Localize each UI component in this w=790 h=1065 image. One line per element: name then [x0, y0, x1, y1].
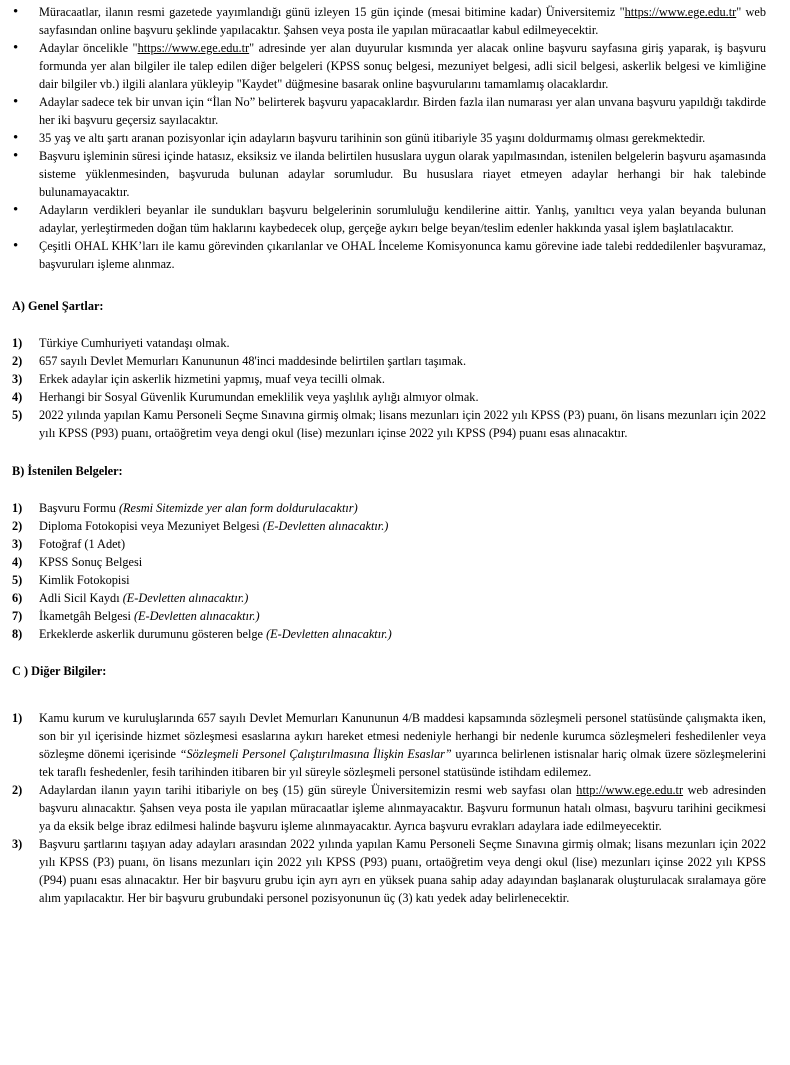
item-number: 1) — [12, 711, 23, 725]
list-item — [12, 553, 766, 571]
list-item — [12, 517, 766, 535]
item-text: web adresinden başvuru alınacaktır. Şahsen veya posta ile yapılan müracaatlar işleme alınmayacaktır. Başvuru formunun hatalı olması, başvuru tarihini gecikmesi ya da eksik belge ibraz edilmesi halinde başvuru işleme alınmayacaktır. Ayrıca başvuru evrakları adaylara iade edilmeyecektir. — [39, 783, 767, 833]
item-number: 5) — [12, 573, 23, 587]
list-item — [12, 388, 766, 406]
intro-bullet-3: • Adaylar sadece tek bir unvan için “İlan No” belirterek başvuru yapacaklardır. Birden fazla ilan numarası yer alan unvana başvuru yapıldığı takdirde her iki başvuru geçersiz sayılacaktır. — [12, 93, 766, 129]
item-note: (E-Devletten alınacaktır.) — [122, 591, 249, 605]
item-number: 4) — [12, 390, 23, 404]
ege-website-link[interactable]: http://www.ege.edu.tr — [576, 783, 684, 797]
required-documents-list — [12, 499, 766, 643]
item-note: (Resmi Sitemizde yer alan form doldurulacaktır) — [118, 501, 358, 515]
item-number: 3) — [12, 537, 23, 551]
item-text: KPSS Sonuç Belgesi — [39, 555, 143, 569]
item-note: (E-Devletten alınacaktır.) — [262, 519, 389, 533]
item-number: 3) — [12, 837, 23, 851]
list-item — [12, 709, 766, 781]
list-item — [12, 625, 766, 643]
bullet-text: Adaylar öncelikle " — [39, 41, 138, 55]
item-text: 2022 yılında yapılan Kamu Personeli Seçme Sınavına girmiş olmak; lisans mezunları için 2022 yılı KPSS (P3) puanı, ön lisans mezunları için 2022 yılı KPSS (P93) puanı, ortaöğretim veya dengi okul (lise) mezunları içinse 2022 yılı KPSS (P94) puanı esas alınacaktır. — [39, 408, 766, 440]
item-text: uyarınca belirlenen istisnalar hariç olmak üzere sözleşmelerini tek taraflı feshedenler, fesih tarihinden itibaren bir yıl süreyle sözleşmeli personel statüsünde istihdam edilemez. — [39, 747, 766, 779]
list-item — [12, 406, 766, 442]
intro-bullet-1 — [12, 3, 766, 39]
item-text: Diploma Fotokopisi veya Mezuniyet Belgesi — [39, 519, 263, 533]
item-text: Başvuru şartlarını taşıyan aday adayları arasından 2022 yılında yapılan Kamu Personeli Seçme Sınavına girmiş olmak; lisans mezunları için 2022 yılı KPSS (P3) puanı, ön lisans mezunları için 2022 yılı KPSS (P93) puanı, ortaöğretim veya dengi okul (lise) mezunları içinse 2022 yılı KPSS (P94) puanı esas alınacaktır. Her bir başvuru grubu için ayrı ayrı en yüksek puana sahip aday adayından başlanarak oluşturulacak sıralamaya göre alım yapılacaktır. Her bir başvuru grubundaki personel pozisyonunun üç (3) katı yedek aday belirlenecektir. — [39, 837, 766, 905]
item-note: (E-Devletten alınacaktır.) — [266, 627, 392, 641]
intro-bullet-6: • Adayların verdikleri beyanlar ile sundukları başvuru belgelerinin sorumluluğu kendilerine aittir. Yanlış, yanıltıcı veya yalan beyanda bulunan adaylar, yerleştirmeden doğan tüm haklarını kaybedecek olup, gerçeğe aykırı belge beyan/teslim edenler hakkında yasal işlem başlatılacaktır. — [12, 201, 766, 237]
item-number: 2) — [12, 354, 23, 368]
intro-bullet-list — [12, 3, 766, 273]
item-number: 7) — [12, 609, 23, 623]
intro-bullet-7: • Çeşitli OHAL KHK’ları ile kamu görevinden çıkarılanlar ve OHAL İnceleme Komisyonunca kamu görevine iade talebi reddedilenler başvuramaz, başvuruları işleme alınmaz. — [12, 237, 766, 273]
intro-bullet-2 — [12, 39, 766, 93]
item-text: Erkek adaylar için askerlik hizmetini yapmış, muaf veya tecilli olmak. — [39, 372, 385, 386]
item-number: 4) — [12, 555, 23, 569]
item-number: 2) — [12, 519, 23, 533]
item-text: Adli Sicil Kaydı — [39, 591, 123, 605]
item-number: 3) — [12, 372, 23, 386]
list-item — [12, 607, 766, 625]
item-text: Kimlik Fotokopisi — [39, 573, 130, 587]
item-text: Başvuru Formu — [39, 501, 119, 515]
other-information-list — [12, 709, 766, 907]
item-note: (E-Devletten alınacaktır.) — [133, 609, 260, 623]
list-item — [12, 781, 766, 835]
list-item — [12, 334, 766, 352]
intro-bullet-5: • Başvuru işleminin süresi içinde hatasız, eksiksiz ve ilanda belirtilen hususlara uygun olarak yapılmasından, istenilen belgelerin başvuru aşamasında sisteme yüklenmesinden, başvuruda bulunan adaylar sorumludur. Bu hususlara riayet etmeyen adaylar herhangi bir hak talebinde bulunamayacaktır. — [12, 147, 766, 201]
list-item — [12, 589, 766, 607]
section-c-title: C ) Diğer Bilgiler: — [12, 664, 107, 678]
item-text: İkametgâh Belgesi — [39, 609, 134, 623]
section-b-title: B) İstenilen Belgeler: — [12, 464, 123, 478]
ege-website-link[interactable]: https://www.ege.edu.tr — [624, 5, 737, 19]
list-item — [12, 535, 766, 553]
item-number: 5) — [12, 408, 23, 422]
item-number: 1) — [12, 501, 23, 515]
item-number: 8) — [12, 627, 23, 641]
intro-bullet-4: • 35 yaş ve altı şartı aranan pozisyonlar için adayların başvuru tarihinin son günü itibariyle 35 yaşını doldurmamış olması gerekmektedir. — [12, 129, 766, 147]
section-a-title: A) Genel Şartlar: — [12, 299, 104, 313]
item-text: Erkeklerde askerlik durumunu gösteren belge — [39, 627, 267, 641]
bullet-text: " adresinde yer alan duyurular kısmında yer alacak online başvuru sayfasına giriş yaparak, iş başvuru formunda yer alan bilgiler ile talep edilen diğer belgeleri (KPSS sonuç belgesi, mezuniyet belgesi, adli sicil belgesi, askerlik belgesi ve kimliğine dair bilgiler vb.) ilgili alanlara yükleyip "Kaydet" düğmesine basarak online başvurularını tamamlamış olacaklardır. — [39, 41, 766, 91]
bullet-text: " web sayfasından online başvuru şeklinde yapılacaktır. Şahsen veya posta ile yapılan müracaatlar kabul edilmeyecektir. — [39, 5, 766, 37]
list-item — [12, 835, 766, 907]
item-number: 2) — [12, 783, 23, 797]
item-text: Kamu kurum ve kuruluşlarında 657 sayılı Devlet Memurları Kanununun 4/B maddesi kapsamında sözleşmeli personel statüsünde çalışmakta iken, son bir yıl içerisinde hizmet sözleşmesi esaslarına aykırı hareket etmesi nedeniyle herhangi bir nedenle kurumca sözleşmeleri feshedilenler veya sözleşme dönemi içerisinde — [39, 711, 766, 761]
list-item — [12, 571, 766, 589]
item-text: 657 sayılı Devlet Memurları Kanununun 48'inci maddesinde belirtilen şartları taşımak. — [39, 354, 467, 368]
item-text: Adaylardan ilanın yayın tarihi itibariyle on beş (15) gün süreyle Üniversitemizin resmi web sayfası olan — [39, 783, 577, 797]
item-number: 6) — [12, 591, 23, 605]
item-text: Fotoğraf (1 Adet) — [39, 537, 126, 551]
list-item — [12, 499, 766, 517]
general-requirements-list — [12, 334, 766, 442]
list-item — [12, 352, 766, 370]
item-text: Türkiye Cumhuriyeti vatandaşı olmak. — [39, 336, 230, 350]
bullet-text: Müracaatlar, ilanın resmi gazetede yayımlandığı günü izleyen 15 gün içinde (mesai bitimine kadar) Üniversitemiz " — [39, 5, 625, 19]
item-emphasis: “Sözleşmeli Personel Çalıştırılmasına İlişkin Esaslar” — [179, 747, 452, 761]
ege-website-link[interactable]: https://www.ege.edu.tr — [137, 41, 250, 55]
item-number: 1) — [12, 336, 23, 350]
list-item — [12, 370, 766, 388]
item-text: Herhangi bir Sosyal Güvenlik Kurumundan emeklilik veya yaşlılık aylığı almıyor olmak. — [39, 390, 479, 404]
